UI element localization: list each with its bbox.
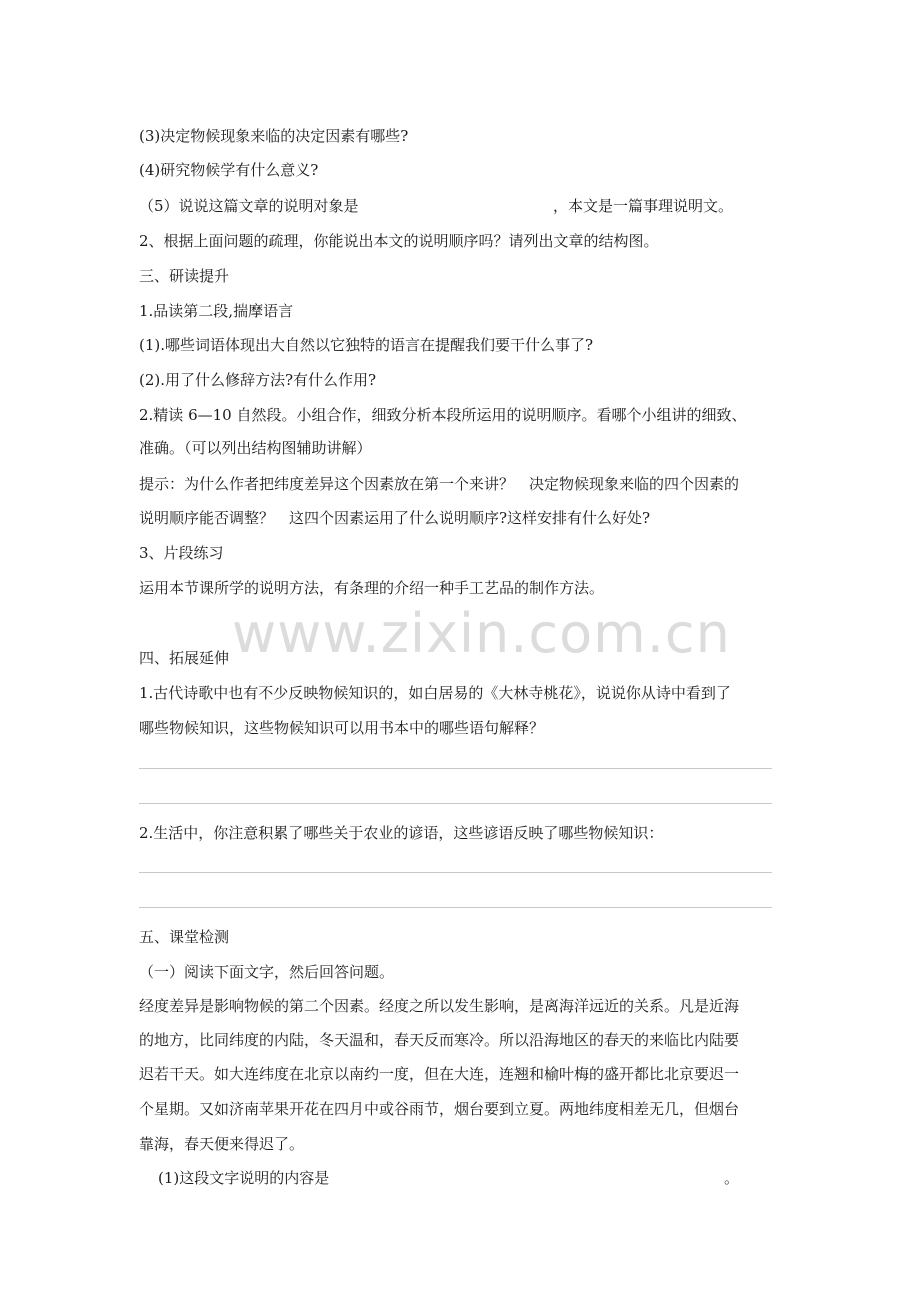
watermark: www.zixin.com.cn xyxy=(232,602,731,665)
passage-line-1: 经度差异是影响物候的第二个因素。经度之所以发生影响，是离海洋远近的关系。凡是近海 xyxy=(139,997,740,1015)
reading-item-2-line2: 准确。（可以列出结构图辅助讲解） xyxy=(139,439,372,457)
reading-item-1b: (2).用了什么修辞方法?有什么作用? xyxy=(139,371,377,389)
passage-line-4: 个星期。又如济南苹果开花在四月中或谷雨节，烟台要到立夏。两地纬度相差无几，但烟台 xyxy=(139,1100,740,1118)
question-3: (3)决定物候现象来临的决定因素有哪些? xyxy=(139,127,409,145)
passage-line-2: 的地方，比同纬度的内陆，冬天温和，春天反而寒冷。所以沿海地区的春天的来临比内陆要 xyxy=(139,1031,740,1049)
tip-line-2: 说明顺序能否调整？ 这四个因素运用了什么说明顺序?这样安排有什么好处? xyxy=(139,509,651,527)
reading-item-2-line1: 2.精读 6—10 自然段。小组合作，细致分析本段所运用的说明顺序。看哪个小组讲的细致、 xyxy=(139,406,747,424)
passage-line-3: 迟若干天。如大连纬度在北京以南约一度，但在大连，连翘和榆叶梅的盛开都比北京要迟一 xyxy=(139,1065,740,1083)
reading-item-1: 1.品读第二段,揣摩语言 xyxy=(139,302,294,320)
section-3-heading: 三、研读提升 xyxy=(139,267,230,285)
extension-1-line2: 哪些物候知识，这些物候知识可以用书本中的哪些语句解释？ xyxy=(139,719,545,737)
section-5-heading: 五、课堂检测 xyxy=(139,928,230,946)
question-4: (4)研究物候学有什么意义? xyxy=(139,161,319,179)
question-1-prompt: (1)这段文字说明的内容是 xyxy=(158,1169,330,1187)
tip-line-1: 提示：为什么作者把纬度差异这个因素放在第一个来讲？ 决定物候现象来临的四个因素的 xyxy=(139,475,740,493)
question-1-end: 。 xyxy=(724,1169,740,1187)
practice-task: 运用本节课所学的说明方法，有条理的介绍一种手工艺品的制作方法。 xyxy=(139,579,605,597)
section-4-heading: 四、拓展延伸 xyxy=(139,649,230,667)
answer-line xyxy=(139,803,772,804)
question-5-part-b: ，本文是一篇事理说明文。 xyxy=(553,197,734,215)
extension-2: 2.生活中，你注意积累了哪些关于农业的谚语，这些谚语反映了哪些物候知识： xyxy=(139,824,664,842)
answer-line xyxy=(139,872,772,873)
extension-1-line1: 1.古代诗歌中也有不少反映物候知识的，如白居易的《大林寺桃花》，说说你从诗中看到了 xyxy=(139,684,731,702)
practice-heading: 3、片段练习 xyxy=(139,544,224,562)
passage-line-5: 靠海，春天便来得迟了。 xyxy=(139,1135,305,1153)
reading-item-1a: (1).哪些词语体现出大自然以它独特的语言在提醒我们要干什么事了? xyxy=(139,336,594,354)
question-5-part-a: （5）说说这篇文章的说明对象是 xyxy=(139,197,359,215)
task-1-heading: （一）阅读下面文字，然后回答问题。 xyxy=(139,963,395,981)
structure-question: 2、根据上面问题的疏理，你能说出本文的说明顺序吗？请列出文章的结构图。 xyxy=(139,232,659,250)
answer-line xyxy=(139,907,772,908)
answer-line xyxy=(139,768,772,769)
